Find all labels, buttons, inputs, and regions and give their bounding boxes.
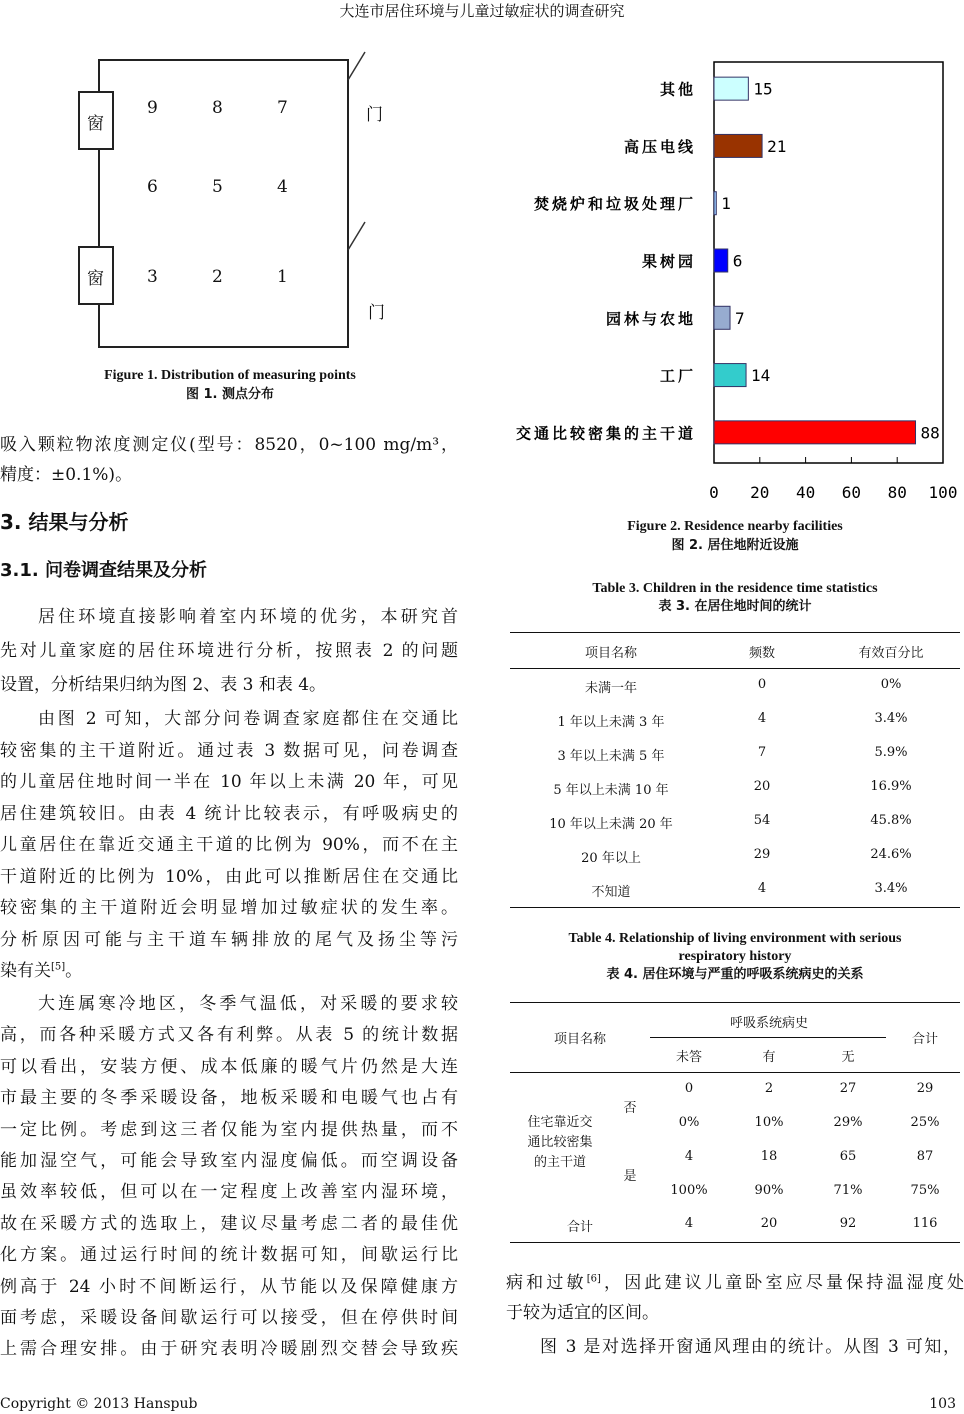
table-header: 有 xyxy=(762,1050,776,1065)
room-outline xyxy=(0,40,480,370)
body-line: 居住环境直接影响着室内环境的优劣，本研究首 xyxy=(38,607,458,627)
x-tick-label: 20 xyxy=(750,483,770,502)
table-cell: 16.9% xyxy=(870,779,912,794)
table-cell: 24.6% xyxy=(870,847,912,862)
table-cell: 10% xyxy=(754,1115,784,1130)
residence-facilities-bar-chart xyxy=(500,50,964,510)
body-line: 例高于 24 小时不间断运行，从节能以及保障健康方 xyxy=(0,1276,458,1297)
table-cell: 0 xyxy=(684,1081,694,1096)
table-cell: 100% xyxy=(670,1183,708,1198)
body-line: 干道附近的比例为 10%，由此可以推断居住在交通比 xyxy=(0,866,458,887)
table-cell: 45.8% xyxy=(870,813,912,828)
section-heading: 3. 结果与分析 xyxy=(0,510,129,534)
body-line: 儿童居住在靠近交通主干道的比例为 90%，而不在主 xyxy=(0,835,458,855)
row-label-yes: 是 xyxy=(623,1169,637,1184)
measuring-point: 5 xyxy=(212,177,223,197)
data-label: 6 xyxy=(732,251,743,271)
figure-1-caption-cn: 图 1. 测点分布 xyxy=(185,387,275,402)
bar xyxy=(714,77,748,100)
window-label: 窗 xyxy=(87,114,104,134)
measuring-point: 9 xyxy=(147,98,158,118)
body-line: 图 3 是对选择开窗通风理由的统计。从图 3 可知， xyxy=(540,1337,960,1357)
body-line: 面考虑，采暖设备间歇运行可以接受，但在停供时间 xyxy=(0,1308,458,1328)
data-label: 21 xyxy=(767,136,787,156)
table-rule xyxy=(510,632,960,633)
data-label: 7 xyxy=(735,308,745,328)
x-tick-label: 80 xyxy=(887,483,907,502)
text: 病和过敏 xyxy=(506,1273,587,1293)
table-cell: 2 xyxy=(764,1081,774,1096)
table-rule xyxy=(650,1037,886,1038)
table-rule xyxy=(510,668,960,669)
table-header: 合计 xyxy=(911,1032,939,1047)
category-label: 交通比较密集的主干道 xyxy=(515,424,696,443)
measuring-point: 7 xyxy=(277,98,288,118)
table-cell: 29% xyxy=(833,1115,863,1130)
table-cell: 20 xyxy=(760,1216,778,1231)
measuring-point: 8 xyxy=(212,98,223,118)
x-tick-label: 100 xyxy=(928,483,958,502)
table-cell: 0 xyxy=(757,677,767,692)
category-label: 焚烧炉和垃圾处理厂 xyxy=(533,195,696,214)
row-label: 的主干道 xyxy=(533,1155,587,1170)
table-4-caption-en: Table 4. Relationship of living environment with serious xyxy=(568,931,902,946)
table-cell: 92 xyxy=(839,1216,857,1231)
data-label: 1 xyxy=(721,194,731,214)
table-cell: 20 xyxy=(753,779,771,794)
figure-2-caption-en: Figure 2. Residence nearby facilities xyxy=(627,519,843,534)
table-cell: 18 xyxy=(760,1149,778,1164)
table-cell: 54 xyxy=(753,813,771,828)
body-line: 能加湿空气，可能会导致室内湿度偏低。而空调设备 xyxy=(0,1151,458,1171)
table-cell: 1 年以上未满 3 年 xyxy=(557,715,665,730)
body-line: 先对儿童家庭的居住环境进行分析，按照表 2 的问题 xyxy=(0,641,458,661)
table-cell: 20 年以上 xyxy=(581,851,641,866)
table-header: 频数 xyxy=(748,646,776,661)
measuring-point: 4 xyxy=(277,177,288,197)
table-cell: 3.4% xyxy=(874,881,908,896)
row-label: 住宅靠近交 xyxy=(527,1115,593,1130)
table-cell: 4 xyxy=(757,711,767,726)
body-line: 精度：±0.1%)。 xyxy=(0,465,133,485)
x-tick-label: 0 xyxy=(709,483,719,502)
table-cell: 未满一年 xyxy=(584,681,638,696)
table-cell: 5 年以上未满 10 年 xyxy=(553,783,669,798)
category-label: 果树园 xyxy=(641,252,696,271)
figure-2-caption-cn: 图 2. 居住地附近设施 xyxy=(671,538,799,553)
table-cell: 25% xyxy=(910,1115,940,1130)
bar xyxy=(714,306,730,329)
measuring-point: 1 xyxy=(277,267,288,287)
citation[interactable]: [5] xyxy=(51,961,66,973)
body-line: 大连属寒冷地区，冬季气温低，对采暖的要求较 xyxy=(38,994,458,1014)
category-label: 其他 xyxy=(659,80,696,99)
data-label: 14 xyxy=(751,366,771,386)
body-line: 一定比例。考虑到这三者仅能为室内提供热量，而不 xyxy=(0,1119,458,1140)
table-cell: 3.4% xyxy=(874,711,908,726)
table-3-caption-cn: 表 3. 在居住地时间的统计 xyxy=(658,599,812,614)
table-4-caption-en: respiratory history xyxy=(678,949,792,964)
table-cell: 5.9% xyxy=(874,745,908,760)
table-cell: 116 xyxy=(912,1216,938,1231)
door-label: 门 xyxy=(366,105,383,125)
table-cell: 4 xyxy=(684,1149,694,1164)
window-label: 窗 xyxy=(87,269,104,289)
table-cell: 不知道 xyxy=(591,885,631,900)
data-label: 15 xyxy=(753,79,773,99)
bar xyxy=(714,134,762,157)
body-line: 分析原因可能与主干道车辆排放的尾气及扬尘等污 xyxy=(0,929,458,950)
table-cell: 3 年以上未满 5 年 xyxy=(557,749,665,764)
table-cell: 65 xyxy=(839,1149,857,1164)
table-header: 项目名称 xyxy=(553,1032,607,1047)
page-number: 103 xyxy=(929,1396,956,1412)
table-cell: 4 xyxy=(757,881,767,896)
copyright: Copyright © 2013 Hanspub xyxy=(0,1396,198,1412)
table-header: 项目名称 xyxy=(584,646,638,661)
row-label: 通比较密集 xyxy=(527,1135,593,1150)
body-line xyxy=(506,1268,964,1293)
body-line: 由图 2 可知，大部分问卷调查家庭都住在交通比 xyxy=(38,709,458,729)
bar xyxy=(714,249,728,272)
category-label: 园林与农地 xyxy=(605,309,696,328)
figure-1-diagram xyxy=(0,40,480,370)
body-line: 化方案。通过运行时间的统计数据可知，间歇运行比 xyxy=(0,1245,458,1266)
table-cell: 87 xyxy=(916,1149,934,1164)
table-rule xyxy=(510,1072,960,1073)
body-line: 高，而各种采暖方式又各有利弊。从表 5 的统计数据 xyxy=(0,1025,458,1046)
plot-area xyxy=(714,62,943,463)
table-4-caption-cn: 表 4. 居住环境与严重的呼吸系统病史的关系 xyxy=(606,967,864,982)
table-cell: 10 年以上未满 20 年 xyxy=(549,817,673,832)
figure-1-caption-en: Figure 1. Distribution of measuring points xyxy=(104,368,356,383)
body-line: 于较为适宜的区间。 xyxy=(506,1303,659,1323)
measuring-point: 3 xyxy=(147,267,158,287)
table-cell: 29 xyxy=(753,847,771,862)
text: 。 xyxy=(65,961,83,981)
table-cell: 29 xyxy=(916,1081,934,1096)
bar xyxy=(714,192,716,215)
table-cell: 4 xyxy=(684,1216,694,1231)
table-cell: 90% xyxy=(754,1183,784,1198)
body-line: 可以看出，安装方便、成本低廉的暖气片仍然是大连 xyxy=(0,1056,458,1077)
body-line: 故在采暖方式的选取上，建议尽量考虑二者的最佳优 xyxy=(0,1213,458,1234)
table-cell: 27 xyxy=(839,1081,857,1096)
table-cell: 7 xyxy=(757,745,767,760)
bar xyxy=(714,364,746,387)
table-header: 未答 xyxy=(675,1050,703,1065)
body-line: 市最主要的冬季采暖设备，地板采暖和电暖气也占有 xyxy=(0,1088,458,1109)
running-header: 大连市居住环境与儿童过敏症状的调查研究 xyxy=(339,2,625,20)
subsection-heading: 3.1. 问卷调查结果及分析 xyxy=(0,560,207,581)
measuring-point: 2 xyxy=(212,267,223,287)
data-label: 88 xyxy=(920,423,940,443)
body-line: 吸入颗粒物浓度测定仪(型号：8520，0~100 mg/m³， xyxy=(0,435,458,455)
x-tick-label: 40 xyxy=(795,483,816,502)
body-line: 设置，分析结果归纳为图 2、表 3 和表 4。 xyxy=(0,675,327,695)
body-line: 上需合理安排。由于研究表明冷暖剧烈交替会导致疾 xyxy=(0,1339,458,1360)
body-line: 较密集的主干道附近会明显增加过敏症状的发生率。 xyxy=(0,898,458,918)
table-rule xyxy=(510,1002,960,1003)
category-label: 高压电线 xyxy=(623,137,696,156)
table-3-caption-en: Table 3. Children in the residence time statistics xyxy=(592,581,878,596)
table-header: 有效百分比 xyxy=(858,646,924,661)
measuring-point: 6 xyxy=(147,177,158,197)
table-cell: 75% xyxy=(910,1183,940,1198)
body-line: 的儿童居住地时间一半在 10 年以上未满 20 年，可见 xyxy=(0,772,458,792)
citation[interactable]: [6] xyxy=(586,1273,601,1285)
body-line: 居住建筑较旧。由表 4 统计比较表示，有呼吸病史的 xyxy=(0,803,458,824)
body-line xyxy=(0,956,82,981)
row-label-no: 否 xyxy=(623,1101,637,1116)
table-rule xyxy=(510,907,960,908)
table-header: 无 xyxy=(841,1050,855,1065)
text: 染有关 xyxy=(0,961,51,981)
table-cell: 71% xyxy=(833,1183,863,1198)
table-rule xyxy=(510,1242,960,1243)
table-header: 呼吸系统病史 xyxy=(729,1016,809,1031)
text: ，因此建议儿童卧室应尽量保持温湿度处 xyxy=(600,1273,964,1293)
bar xyxy=(714,421,916,444)
category-label: 工厂 xyxy=(659,367,696,386)
total-label: 合计 xyxy=(566,1220,594,1235)
body-line: 较密集的主干道附近。通过表 3 数据可见，问卷调查 xyxy=(0,740,458,761)
x-tick-label: 60 xyxy=(841,483,862,502)
body-line: 虽效率较低，但可以在一定程度上改善室内湿环境， xyxy=(0,1182,458,1203)
table-cell: 0% xyxy=(678,1115,700,1130)
door-label: 门 xyxy=(368,303,385,323)
table-cell: 0% xyxy=(880,677,902,692)
